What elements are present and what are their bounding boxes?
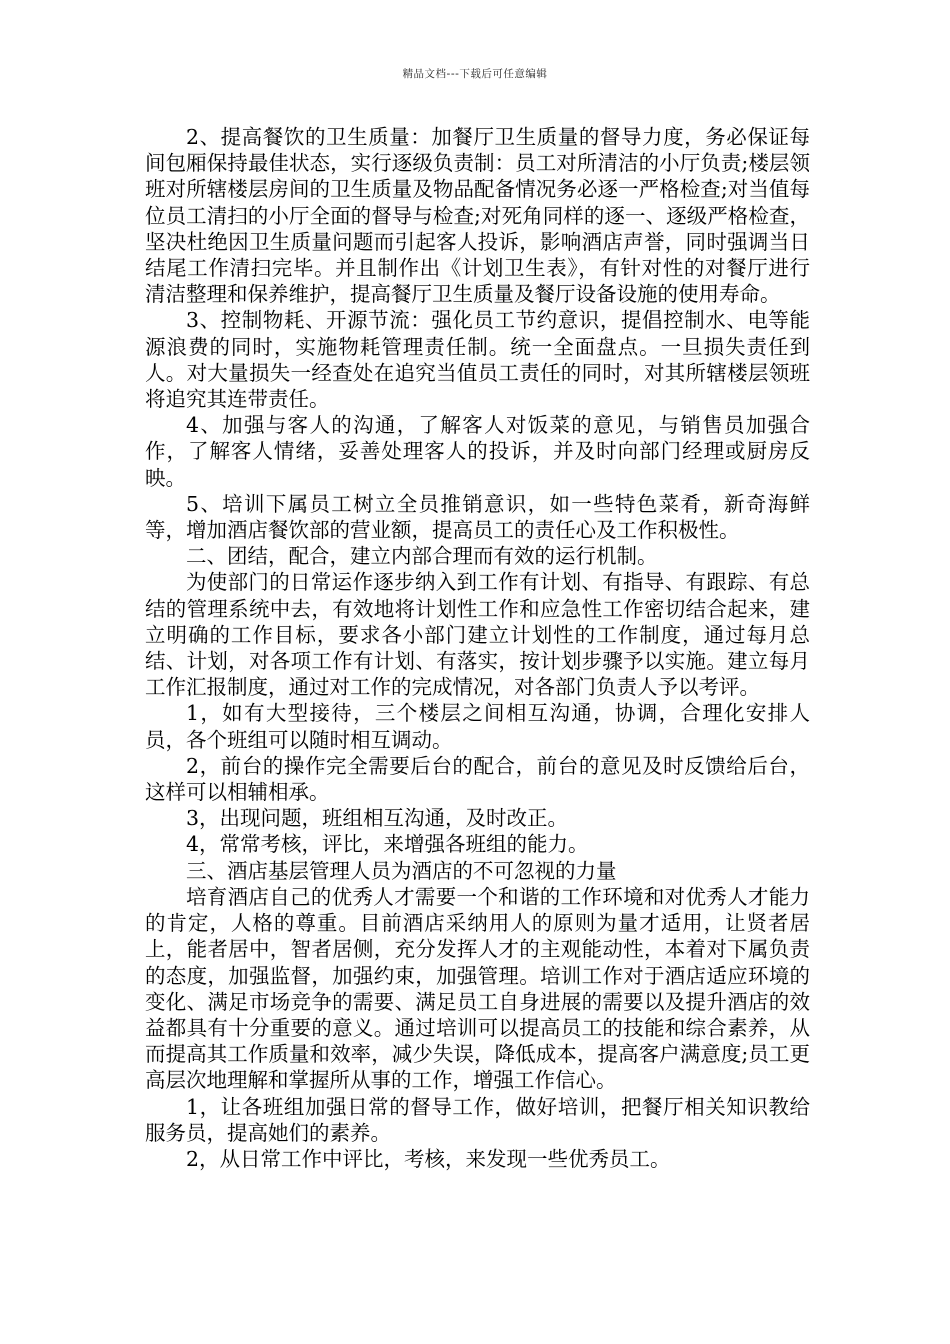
section-heading: 二、团结，配合，建立内部合理而有效的运行机制。 (186, 544, 658, 569)
paragraph: 2、提高餐饮的卫生质量：加餐厅卫生质量的督导力度，务必保证每间包厢保持最佳状态，实行逐级负责制：员工对所清洁的小厅负责;楼层领班对所辖楼层房间的卫生质量及物品配备情况务必逐一严格检查;对当值每位员工清扫的小厅全面的督导与检查;对死角同样的逐一、逐级严格检查，坚决杜绝因卫生质量问题而引起客人投诉，影响酒店声誉，同时强调当日结尾工作清扫完毕。并且制作出《计划卫生表》，有针对性的对餐厅进行清洁整理和保养维护，提高餐厅卫生质量及餐厅设备设施的使用寿命。 (145, 125, 810, 307)
section-heading: 三、酒店基层管理人员为酒店的不可忽视的力量 (186, 858, 617, 883)
list-item: 2，从日常工作中评比，考核，来发现一些优秀员工。 (186, 1146, 671, 1171)
list-item: 1，如有大型接待，三个楼层之间相互沟通，协调，合理化安排人员，各个班组可以随时相互调动。 (145, 701, 810, 752)
list-item: 2，前台的操作完全需要后台的配合，前台的意见及时反馈给后台，这样可以相辅相承。 (145, 753, 810, 805)
document-body (145, 124, 810, 1172)
list-item: 3，出现问题，班组相互沟通，及时改正。 (186, 806, 569, 831)
paragraph: 培育酒店自己的优秀人才需要一个和谐的工作环境和对优秀人才能力的肯定，人格的尊重。目前酒店采纳用人的原则为量才适用，让贤者居上，能者居中，智者居侧，充分发挥人才的主观能动性，本着对下属负责的态度，加强监督，加强约束，加强管理。培训工作对于酒店适应环境的变化、满足市场竞争的需要、满足员工自身进展的需要以及提升酒店的效益都具有十分重要的意义。通过培训可以提高员工的技能和综合素养，从而提高其工作质量和效率，减少失误，降低成本，提高客户满意度;员工更高层次地理解和掌握所从事的工作，增强工作信心。 (145, 884, 810, 1093)
page-header: 精品文档---下载后可任意编辑 (402, 68, 548, 80)
paragraph: 4、加强与客人的沟通，了解客人对饭菜的意见，与销售员加强合作，了解客人情绪，妥善处理客人的投诉，并及时向部门经理或厨房反映。 (145, 413, 810, 490)
paragraph: 为使部门的日常运作逐步纳入到工作有计划、有指导、有跟踪、有总结的管理系统中去，有效地将计划性工作和应急性工作密切结合起来，建立明确的工作目标，要求各小部门建立计划性的工作制度，通过每月总结、计划，对各项工作有计划、有落实，按计划步骤予以实施。建立每月工作汇报制度，通过对工作的完成情况，对各部门负责人予以考评。 (145, 570, 810, 700)
list-item: 1，让各班组加强日常的督导工作，做好培训，把餐厅相关知识教给服务员，提高她们的素养。 (145, 1094, 810, 1145)
list-item: 4，常常考核，评比，来增强各班组的能力。 (186, 832, 589, 857)
paragraph: 5、培训下属员工树立全员推销意识，如一些特色菜肴，新奇海鲜等，增加酒店餐饮部的营业额，提高员工的责任心及工作积极性。 (145, 491, 810, 543)
paragraph: 3、控制物耗、开源节流：强化员工节约意识，提倡控制水、电等能源浪费的同时，实施物耗管理责任制。统一全面盘点。一旦损失责任到人。对大量损失一经查处在追究当值员工责任的同时，对其所辖楼层领班将追究其连带责任。 (145, 308, 810, 412)
